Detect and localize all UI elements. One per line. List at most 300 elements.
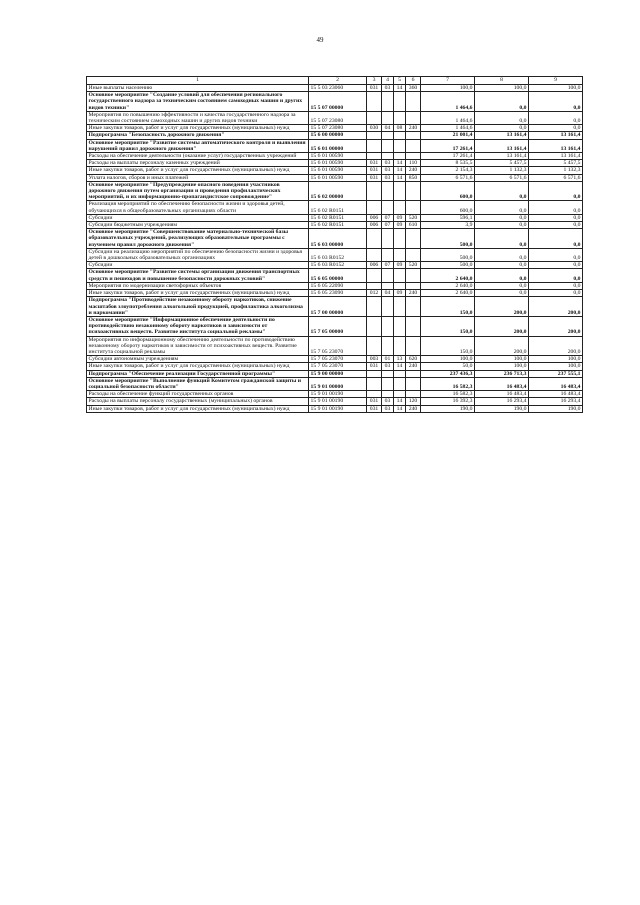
table-row: [87, 160, 583, 167]
row-rz-cell: [382, 181, 394, 201]
row-ved-cell: [367, 229, 382, 249]
row-ved-cell: 003: [367, 356, 382, 363]
row-year2-cell: 13 161,4: [475, 139, 529, 152]
row-year3-cell: 100,0: [529, 85, 583, 92]
row-code-cell: 15 6 05 23090: [309, 290, 367, 297]
row-year2-cell: 200,0: [475, 336, 529, 356]
row-year1-cell: 600,0: [421, 181, 475, 201]
row-vr-cell: [406, 269, 421, 282]
row-name-cell: Расходы на обеспечение функций государственных органов: [87, 391, 309, 398]
row-code-cell: 15 7 05 23070: [309, 363, 367, 370]
row-name-cell: Расходы на выплаты персоналу государственных (муниципальных) органов: [87, 398, 309, 405]
row-year3-cell: 0,0: [529, 222, 583, 229]
row-vr-cell: 610: [406, 222, 421, 229]
row-pr-cell: 09: [394, 214, 406, 221]
table-row: [87, 174, 583, 181]
row-name-cell: Мероприятия по повышению эффективности и качества государственного надзора за техническим состоянием самоходных машин и других видов техники: [87, 111, 309, 124]
row-ved-cell: [367, 269, 382, 282]
row-ved-cell: 031: [367, 363, 382, 370]
table-row: [87, 92, 583, 112]
row-vr-cell: 520: [406, 262, 421, 269]
row-year1-cell: 150,0: [421, 336, 475, 356]
row-year2-cell: 0,0: [475, 248, 529, 261]
row-rz-cell: 04: [382, 125, 394, 132]
table-row: [87, 125, 583, 132]
row-name-cell: Субсидии на реализацию мероприятий по обеспечению безопасности жизни и здоровья детей в дошкольных образовательных организациях: [87, 248, 309, 261]
row-year1-cell: 2 640,0: [421, 282, 475, 289]
row-code-cell: 15 6 01 00590: [309, 160, 367, 167]
row-vr-cell: [406, 391, 421, 398]
row-year2-cell: 0,0: [475, 125, 529, 132]
row-year2-cell: 100,0: [475, 85, 529, 92]
row-vr-cell: [406, 92, 421, 112]
table-row: [87, 201, 583, 214]
row-rz-cell: [382, 391, 394, 398]
row-year3-cell: 190,0: [529, 405, 583, 412]
row-name-cell: Уплата налогов, сборов и иных платежей: [87, 174, 309, 181]
row-year3-cell: 5 457,5: [529, 160, 583, 167]
row-pr-cell: [394, 92, 406, 112]
row-vr-cell: [406, 316, 421, 336]
row-year3-cell: 0,0: [529, 269, 583, 282]
row-year3-cell: 0,0: [529, 282, 583, 289]
row-vr-cell: [406, 181, 421, 201]
row-rz-cell: [382, 132, 394, 139]
row-code-cell: 15 6 05 22090: [309, 282, 367, 289]
row-year2-cell: 0,0: [475, 229, 529, 249]
row-pr-cell: 14: [394, 85, 406, 92]
row-vr-cell: [406, 336, 421, 356]
row-code-cell: 15 9 01 00190: [309, 398, 367, 405]
table-row: [87, 377, 583, 390]
table-row: [87, 370, 583, 377]
row-rz-cell: 03: [382, 363, 394, 370]
table-row: [87, 356, 583, 363]
row-vr-cell: 110: [406, 160, 421, 167]
row-year1-cell: 17 261,4: [421, 153, 475, 160]
row-name-cell: Основное мероприятие "Предупреждение опасного поведения участников дорожного движения путем организации и проведения профилактических мероприятий, и их информационно-пропагандистское сопровождение": [87, 181, 309, 201]
row-name-cell: Иные закупки товаров, работ и услуг для государственных (муниципальных) нужд: [87, 405, 309, 412]
row-ved-cell: [367, 248, 382, 261]
table-row: [87, 297, 583, 317]
row-ved-cell: [367, 297, 382, 317]
row-vr-cell: [406, 132, 421, 139]
row-code-cell: 15 9 01 00190: [309, 405, 367, 412]
row-code-cell: 15 7 00 00000: [309, 297, 367, 317]
row-rz-cell: [382, 377, 394, 390]
row-code-cell: 15 9 01 00190: [309, 391, 367, 398]
row-year2-cell: 13 161,4: [475, 153, 529, 160]
row-vr-cell: [406, 139, 421, 152]
row-year1-cell: 16 392,3: [421, 398, 475, 405]
row-rz-cell: 03: [382, 85, 394, 92]
row-year1-cell: 8 535,5: [421, 160, 475, 167]
row-name-cell: Иные закупки товаров, работ и услуг для государственных (муниципальных) нужд: [87, 290, 309, 297]
row-pr-cell: 14: [394, 174, 406, 181]
row-ved-cell: 006: [367, 214, 382, 221]
row-year3-cell: 100,0: [529, 356, 583, 363]
row-vr-cell: [406, 377, 421, 390]
table-row: [87, 214, 583, 221]
row-year1-cell: 596,1: [421, 214, 475, 221]
row-code-cell: 15 6 05 00000: [309, 269, 367, 282]
row-year3-cell: 0,0: [529, 214, 583, 221]
row-pr-cell: [394, 370, 406, 377]
row-year1-cell: 2 154,3: [421, 167, 475, 174]
row-code-cell: 15 9 00 00000: [309, 370, 367, 377]
row-year2-cell: 0,0: [475, 262, 529, 269]
row-rz-cell: [382, 139, 394, 152]
row-year3-cell: 0,0: [529, 201, 583, 214]
row-year3-cell: 0,0: [529, 290, 583, 297]
table-row: [87, 139, 583, 152]
row-year2-cell: 13 161,4: [475, 132, 529, 139]
row-pr-cell: 14: [394, 363, 406, 370]
row-name-cell: Иные закупки товаров, работ и услуг для государственных (муниципальных) нужд: [87, 363, 309, 370]
row-name-cell: Подпрограмма "Безопасность дорожного движения": [87, 132, 309, 139]
row-year1-cell: 100,0: [421, 356, 475, 363]
row-year3-cell: 0,0: [529, 125, 583, 132]
table-row: [87, 405, 583, 412]
row-vr-cell: [406, 153, 421, 160]
table-row: [87, 316, 583, 336]
row-pr-cell: [394, 229, 406, 249]
row-year1-cell: 600,0: [421, 201, 475, 214]
row-name-cell: Основное мероприятие "Совершенствование материально-технической базы образовательных учреждений, реализующих образовательные программы с изучением правил дорожного движения": [87, 229, 309, 249]
row-ved-cell: 031: [367, 85, 382, 92]
row-year3-cell: 0,0: [529, 262, 583, 269]
header-cell: 1: [87, 77, 309, 85]
row-year3-cell: 0,0: [529, 248, 583, 261]
row-vr-cell: [406, 297, 421, 317]
row-code-cell: 15 9 01 00000: [309, 377, 367, 390]
table-row: [87, 282, 583, 289]
header-cell: 8: [475, 77, 529, 85]
row-vr-cell: 360: [406, 85, 421, 92]
table-row: [87, 363, 583, 370]
header-cell: 3: [367, 77, 382, 85]
row-code-cell: 15 6 01 00590: [309, 153, 367, 160]
row-vr-cell: [406, 111, 421, 124]
row-year2-cell: 190,0: [475, 405, 529, 412]
row-rz-cell: 03: [382, 398, 394, 405]
row-name-cell: Подпрограмма "Обеспечение реализации Государственной программы": [87, 370, 309, 377]
row-rz-cell: [382, 336, 394, 356]
row-vr-cell: 240: [406, 290, 421, 297]
row-name-cell: Основное мероприятие "Создание условий для обеспечения регионального государственного надзора за техническим состоянием самоходных машин и других видов техники": [87, 92, 309, 112]
row-year3-cell: 0,0: [529, 92, 583, 112]
row-code-cell: 15 6 03 R0152: [309, 262, 367, 269]
row-name-cell: Субсидии автономным учреждениям: [87, 356, 309, 363]
row-ved-cell: [367, 336, 382, 356]
row-year3-cell: 16 293,4: [529, 398, 583, 405]
table-row: [87, 181, 583, 201]
row-pr-cell: 08: [394, 125, 406, 132]
row-vr-cell: 240: [406, 363, 421, 370]
row-code-cell: 15 6 03 R0152: [309, 248, 367, 261]
row-rz-cell: 07: [382, 222, 394, 229]
row-ved-cell: [367, 282, 382, 289]
row-pr-cell: [394, 336, 406, 356]
row-year2-cell: 1 132,3: [475, 167, 529, 174]
table-body: [87, 85, 583, 413]
row-vr-cell: [406, 282, 421, 289]
row-name-cell: Основное мероприятие "Развитие системы автоматического контроля и выявления нарушений правил дорожного движения": [87, 139, 309, 152]
row-year1-cell: 190,0: [421, 405, 475, 412]
row-ved-cell: [367, 181, 382, 201]
table-row: [87, 262, 583, 269]
row-code-cell: 15 5 07 00000: [309, 92, 367, 112]
row-code-cell: 15 7 05 23070: [309, 336, 367, 356]
row-year3-cell: 0,0: [529, 229, 583, 249]
row-year1-cell: 6 571,6: [421, 174, 475, 181]
table-row: [87, 248, 583, 261]
row-year1-cell: 2 640,0: [421, 290, 475, 297]
row-year3-cell: 13 161,4: [529, 153, 583, 160]
header-cell: 7: [421, 77, 475, 85]
row-name-cell: Основное мероприятие "Развитие системы организации движения транспортных средств и пешеходов и повышение безопасности дорожных условий": [87, 269, 309, 282]
table-row: [87, 269, 583, 282]
row-ved-cell: [367, 139, 382, 152]
row-year1-cell: 500,0: [421, 262, 475, 269]
row-pr-cell: [394, 248, 406, 261]
row-year1-cell: 1 464,6: [421, 125, 475, 132]
row-pr-cell: [394, 391, 406, 398]
row-year1-cell: 17 261,4: [421, 139, 475, 152]
table-row: [87, 222, 583, 229]
row-pr-cell: 09: [394, 222, 406, 229]
row-pr-cell: 14: [394, 167, 406, 174]
header-cell: 9: [529, 77, 583, 85]
row-year2-cell: 200,0: [475, 316, 529, 336]
row-year1-cell: 16 582,3: [421, 391, 475, 398]
header-cell: 6: [406, 77, 421, 85]
row-rz-cell: 03: [382, 174, 394, 181]
row-name-cell: Подпрограмма "Противодействие незаконному обороту наркотиков, снижение масштабов злоупотребления алкогольной продукцией, профилактика алкоголизма и наркомании": [87, 297, 309, 317]
row-year2-cell: 16 483,4: [475, 377, 529, 390]
row-pr-cell: [394, 269, 406, 282]
row-rz-cell: [382, 370, 394, 377]
row-vr-cell: 120: [406, 398, 421, 405]
row-year2-cell: 0,0: [475, 201, 529, 214]
row-ved-cell: 012: [367, 290, 382, 297]
table-row: [87, 85, 583, 92]
row-code-cell: 15 7 05 23070: [309, 356, 367, 363]
row-year2-cell: 0,0: [475, 269, 529, 282]
row-year2-cell: 100,0: [475, 363, 529, 370]
row-pr-cell: [394, 153, 406, 160]
row-year2-cell: 100,0: [475, 356, 529, 363]
row-rz-cell: 03: [382, 160, 394, 167]
row-year1-cell: 2 640,0: [421, 269, 475, 282]
row-ved-cell: [367, 391, 382, 398]
row-year3-cell: 100,0: [529, 363, 583, 370]
row-pr-cell: [394, 181, 406, 201]
row-year3-cell: 200,0: [529, 336, 583, 356]
row-year3-cell: 0,0: [529, 181, 583, 201]
row-rz-cell: [382, 111, 394, 124]
row-year2-cell: 0,0: [475, 290, 529, 297]
row-year3-cell: 0,0: [529, 111, 583, 124]
row-code-cell: 15 6 02 00000: [309, 181, 367, 201]
row-year3-cell: 1 132,3: [529, 167, 583, 174]
row-name-cell: Основное мероприятие "Выполнение функций Комитетом гражданской защиты и социальной безопасности области": [87, 377, 309, 390]
row-ved-cell: [367, 132, 382, 139]
row-vr-cell: [406, 229, 421, 249]
row-year1-cell: 150,0: [421, 297, 475, 317]
row-year2-cell: 16 483,4: [475, 391, 529, 398]
row-rz-cell: 03: [382, 405, 394, 412]
row-rz-cell: [382, 248, 394, 261]
budget-table: [86, 76, 583, 413]
row-ved-cell: [367, 201, 382, 214]
row-name-cell: Субсидии бюджетным учреждениям: [87, 222, 309, 229]
row-code-cell: 15 5 07 23080: [309, 111, 367, 124]
row-ved-cell: 031: [367, 398, 382, 405]
row-name-cell: Основное мероприятие "Информационное обеспечение деятельности по противодействию незаконному обороту наркотиков и зависимости от психоактивных веществ. Развитие института социальной рекламы": [87, 316, 309, 336]
row-ved-cell: 031: [367, 160, 382, 167]
row-pr-cell: 14: [394, 398, 406, 405]
row-name-cell: Мероприятия по информационному обеспечению деятельности по противодействию незаконному обороту наркотиков и зависимости от психоактивных веществ. Развитие института социальной рекламы: [87, 336, 309, 356]
row-name-cell: Иные закупки товаров, работ и услуг для государственных (муниципальных) нужд: [87, 125, 309, 132]
row-year2-cell: 0,0: [475, 92, 529, 112]
row-vr-cell: [406, 201, 421, 214]
row-year3-cell: 6 571,6: [529, 174, 583, 181]
table-row: [87, 391, 583, 398]
header-cell: 5: [394, 77, 406, 85]
row-vr-cell: 850: [406, 174, 421, 181]
row-ved-cell: 031: [367, 174, 382, 181]
row-year2-cell: 16 293,4: [475, 398, 529, 405]
row-year1-cell: 3,9: [421, 222, 475, 229]
row-ved-cell: 006: [367, 262, 382, 269]
row-pr-cell: 14: [394, 405, 406, 412]
row-ved-cell: [367, 316, 382, 336]
row-year1-cell: 237 436,3: [421, 370, 475, 377]
row-pr-cell: [394, 282, 406, 289]
row-ved-cell: [367, 111, 382, 124]
row-year2-cell: 0,0: [475, 282, 529, 289]
row-pr-cell: [394, 111, 406, 124]
row-year2-cell: 200,0: [475, 297, 529, 317]
table-row: [87, 111, 583, 124]
row-year2-cell: 0,0: [475, 181, 529, 201]
table-row: [87, 336, 583, 356]
table-row: [87, 167, 583, 174]
row-year1-cell: 21 001,4: [421, 132, 475, 139]
row-pr-cell: [394, 139, 406, 152]
row-rz-cell: [382, 229, 394, 249]
row-name-cell: Мероприятия по модернизации светофорных объектов: [87, 282, 309, 289]
row-rz-cell: [382, 316, 394, 336]
row-year1-cell: 500,0: [421, 248, 475, 261]
row-ved-cell: 031: [367, 167, 382, 174]
row-rz-cell: 03: [382, 167, 394, 174]
table-row: [87, 290, 583, 297]
row-code-cell: 15 6 01 00590: [309, 167, 367, 174]
row-vr-cell: [406, 370, 421, 377]
row-name-cell: Иные закупки товаров, работ и услуг для государственных (муниципальных) нужд: [87, 167, 309, 174]
row-year1-cell: 150,0: [421, 316, 475, 336]
row-rz-cell: [382, 153, 394, 160]
row-pr-cell: 09: [394, 290, 406, 297]
row-year1-cell: 16 582,3: [421, 377, 475, 390]
row-year2-cell: 6 571,6: [475, 174, 529, 181]
row-pr-cell: [394, 201, 406, 214]
row-code-cell: 15 6 01 00590: [309, 174, 367, 181]
row-year2-cell: 236 713,3: [475, 370, 529, 377]
table-row: [87, 398, 583, 405]
row-ved-cell: [367, 370, 382, 377]
table-row: [87, 132, 583, 139]
row-pr-cell: [394, 316, 406, 336]
row-ved-cell: 031: [367, 405, 382, 412]
row-rz-cell: 04: [382, 290, 394, 297]
row-code-cell: 15 6 00 00000: [309, 132, 367, 139]
row-ved-cell: 030: [367, 125, 382, 132]
row-name-cell: Иные выплаты населению: [87, 85, 309, 92]
row-pr-cell: 14: [394, 160, 406, 167]
row-vr-cell: 620: [406, 356, 421, 363]
row-year2-cell: 0,0: [475, 214, 529, 221]
table-row: [87, 153, 583, 160]
row-pr-cell: 09: [394, 262, 406, 269]
row-year1-cell: 50,0: [421, 363, 475, 370]
row-name-cell: Субсидии: [87, 262, 309, 269]
row-pr-cell: [394, 377, 406, 390]
row-ved-cell: [367, 92, 382, 112]
row-rz-cell: 07: [382, 214, 394, 221]
row-year3-cell: 200,0: [529, 316, 583, 336]
row-ved-cell: 006: [367, 222, 382, 229]
row-rz-cell: 07: [382, 262, 394, 269]
row-year2-cell: 5 457,5: [475, 160, 529, 167]
row-code-cell: 15 6 02 R0151: [309, 201, 367, 214]
row-year1-cell: 1 464,6: [421, 92, 475, 112]
row-code-cell: 15 6 02 R0151: [309, 214, 367, 221]
row-pr-cell: [394, 132, 406, 139]
row-year2-cell: 0,0: [475, 111, 529, 124]
row-rz-cell: [382, 92, 394, 112]
table-header-row: [87, 77, 583, 85]
row-vr-cell: 240: [406, 405, 421, 412]
row-pr-cell: [394, 297, 406, 317]
row-year3-cell: 237 555,1: [529, 370, 583, 377]
row-ved-cell: [367, 377, 382, 390]
row-code-cell: 15 5 07 23080: [309, 125, 367, 132]
row-year3-cell: 16 483,4: [529, 391, 583, 398]
row-vr-cell: 240: [406, 167, 421, 174]
row-year2-cell: 0,0: [475, 222, 529, 229]
row-year3-cell: 16 483,4: [529, 377, 583, 390]
row-vr-cell: [406, 248, 421, 261]
header-cell: 2: [309, 77, 367, 85]
row-year3-cell: 200,0: [529, 297, 583, 317]
row-year3-cell: 13 161,4: [529, 132, 583, 139]
row-name-cell: Реализация мероприятий по обеспечению безопасности жизни и здоровья детей, обучающихся в общеобразовательных организациях области: [87, 201, 309, 214]
row-code-cell: 15 6 02 R0151: [309, 222, 367, 229]
row-name-cell: Расходы на выплаты персоналу казенных учреждений: [87, 160, 309, 167]
row-code-cell: 15 6 01 00000: [309, 139, 367, 152]
row-name-cell: Расходы на обеспечение деятельности (оказание услуг) государственных учреждений: [87, 153, 309, 160]
header-cell: 4: [382, 77, 394, 85]
row-code-cell: 15 6 03 00000: [309, 229, 367, 249]
row-rz-cell: 01: [382, 356, 394, 363]
row-year1-cell: 1 464,6: [421, 111, 475, 124]
row-vr-cell: 240: [406, 125, 421, 132]
row-code-cell: 15 7 05 00000: [309, 316, 367, 336]
table-row: [87, 229, 583, 249]
